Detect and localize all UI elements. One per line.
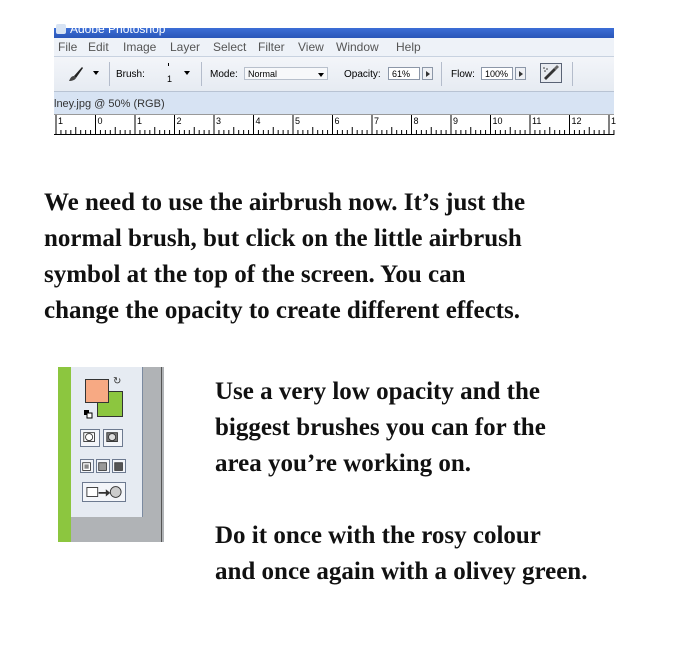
canvas-green-edge xyxy=(58,367,71,542)
full-screen-menu-mode-button[interactable] xyxy=(96,459,110,473)
instruction-line: We need to use the airbrush now. It’s just the xyxy=(44,189,526,216)
ruler-label: 10 xyxy=(492,116,503,126)
quick-mask-mode-button[interactable] xyxy=(103,429,123,447)
ruler-label: 9 xyxy=(453,116,459,126)
brush-tool-icon[interactable] xyxy=(68,66,84,82)
menu-image[interactable]: Image xyxy=(123,40,157,54)
tip-line: biggest brushes you can for the xyxy=(215,414,546,441)
screen-mode-icon xyxy=(113,461,125,473)
ruler-label: 4 xyxy=(255,116,261,126)
title-bar xyxy=(54,22,614,38)
tool-preset-chevron-down-icon[interactable] xyxy=(93,71,99,75)
tip-line: Use a very low opacity and the xyxy=(215,378,540,405)
document-tab[interactable] xyxy=(54,96,614,112)
divider xyxy=(201,62,202,86)
full-screen-mode-button[interactable] xyxy=(112,459,126,473)
paragraph-gap xyxy=(215,482,655,518)
divider xyxy=(572,62,573,86)
jump-to-imageready-button[interactable] xyxy=(82,482,126,502)
brush-size-value[interactable]: 1 xyxy=(167,74,173,84)
ruler-label: 5 xyxy=(295,116,301,126)
window-title: Adobe Photoshop xyxy=(70,22,166,36)
tip-line: and once again with a olivey green. xyxy=(215,558,588,585)
menu-filter[interactable]: Filter xyxy=(258,40,285,54)
instruction-line: normal brush, but click on the little airbrush xyxy=(44,225,522,252)
mode-value: Normal xyxy=(248,69,278,79)
mode-label: Mode: xyxy=(210,69,238,80)
divider xyxy=(441,62,442,86)
photoshop-app-icon xyxy=(56,24,66,34)
ruler-label: 0 xyxy=(97,116,103,126)
mode-chevron-down-icon[interactable] xyxy=(318,73,324,77)
ruler-label: 11 xyxy=(532,116,542,126)
airbrush-icon xyxy=(541,64,561,82)
screen-mode-icon xyxy=(81,461,93,473)
horizontal-ruler xyxy=(54,114,617,135)
tips-paragraphs xyxy=(215,374,655,590)
instruction-line: change the opacity to create different effects. xyxy=(44,297,520,324)
divider xyxy=(109,62,110,86)
opacity-label: Opacity: xyxy=(344,69,381,80)
photoshop-screenshot xyxy=(54,22,617,134)
panel-border xyxy=(161,367,162,542)
ruler-label: 8 xyxy=(413,116,419,126)
brush-picker-chevron-down-icon[interactable] xyxy=(184,71,190,75)
opacity-input[interactable] xyxy=(388,67,420,80)
brush-preview-dot xyxy=(168,63,169,66)
instructions-paragraph xyxy=(44,185,644,329)
instruction-line: symbol at the top of the screen. You can xyxy=(44,261,466,288)
menu-file[interactable]: File xyxy=(58,40,78,54)
flow-label: Flow: xyxy=(451,69,475,80)
standard-mode-icon xyxy=(81,430,99,446)
standard-screen-mode-button[interactable] xyxy=(80,459,94,473)
ruler-label: 1 xyxy=(58,116,64,126)
ruler-label: 1 xyxy=(611,116,617,126)
flow-input[interactable] xyxy=(481,67,513,80)
standard-mode-button[interactable] xyxy=(80,429,100,447)
mode-select[interactable] xyxy=(244,67,328,80)
screen-mode-icon xyxy=(97,461,109,473)
menu-bar xyxy=(54,38,614,57)
opacity-slider-arrow-icon[interactable] xyxy=(422,67,433,80)
menu-layer[interactable]: Layer xyxy=(170,40,201,54)
swap-colors-icon[interactable]: ↻ xyxy=(113,376,122,387)
tip-line: area you’re working on. xyxy=(215,450,472,477)
ruler-label: 2 xyxy=(176,116,182,126)
brush-label: Brush: xyxy=(116,69,145,80)
default-colors-icon[interactable] xyxy=(84,410,92,418)
menu-select[interactable]: Select xyxy=(213,40,247,54)
menu-view[interactable]: View xyxy=(298,40,324,54)
opacity-value: 61% xyxy=(392,69,411,79)
airbrush-toggle-button[interactable] xyxy=(540,63,562,83)
jump-to-imageready-icon xyxy=(83,483,125,501)
foreground-color-swatch[interactable] xyxy=(85,379,109,403)
menu-help[interactable]: Help xyxy=(396,40,421,54)
quick-mask-icon xyxy=(104,430,122,446)
ruler-label: 6 xyxy=(334,116,340,126)
flow-slider-arrow-icon[interactable] xyxy=(515,67,526,80)
ruler-label: 12 xyxy=(571,116,582,126)
flow-value: 100% xyxy=(485,69,509,79)
tip-line: Do it once with the rosy colour xyxy=(215,522,541,549)
ruler-label: 3 xyxy=(216,116,222,126)
document-title: lney.jpg @ 50% (RGB) xyxy=(54,98,165,110)
menu-edit[interactable]: Edit xyxy=(88,40,109,54)
menu-window[interactable]: Window xyxy=(336,40,379,54)
options-bar xyxy=(54,57,614,92)
ruler-label: 7 xyxy=(374,116,380,126)
ruler-label: 1 xyxy=(137,116,143,126)
toolbox-screenshot xyxy=(58,367,164,542)
toolbox-panel xyxy=(71,367,143,517)
